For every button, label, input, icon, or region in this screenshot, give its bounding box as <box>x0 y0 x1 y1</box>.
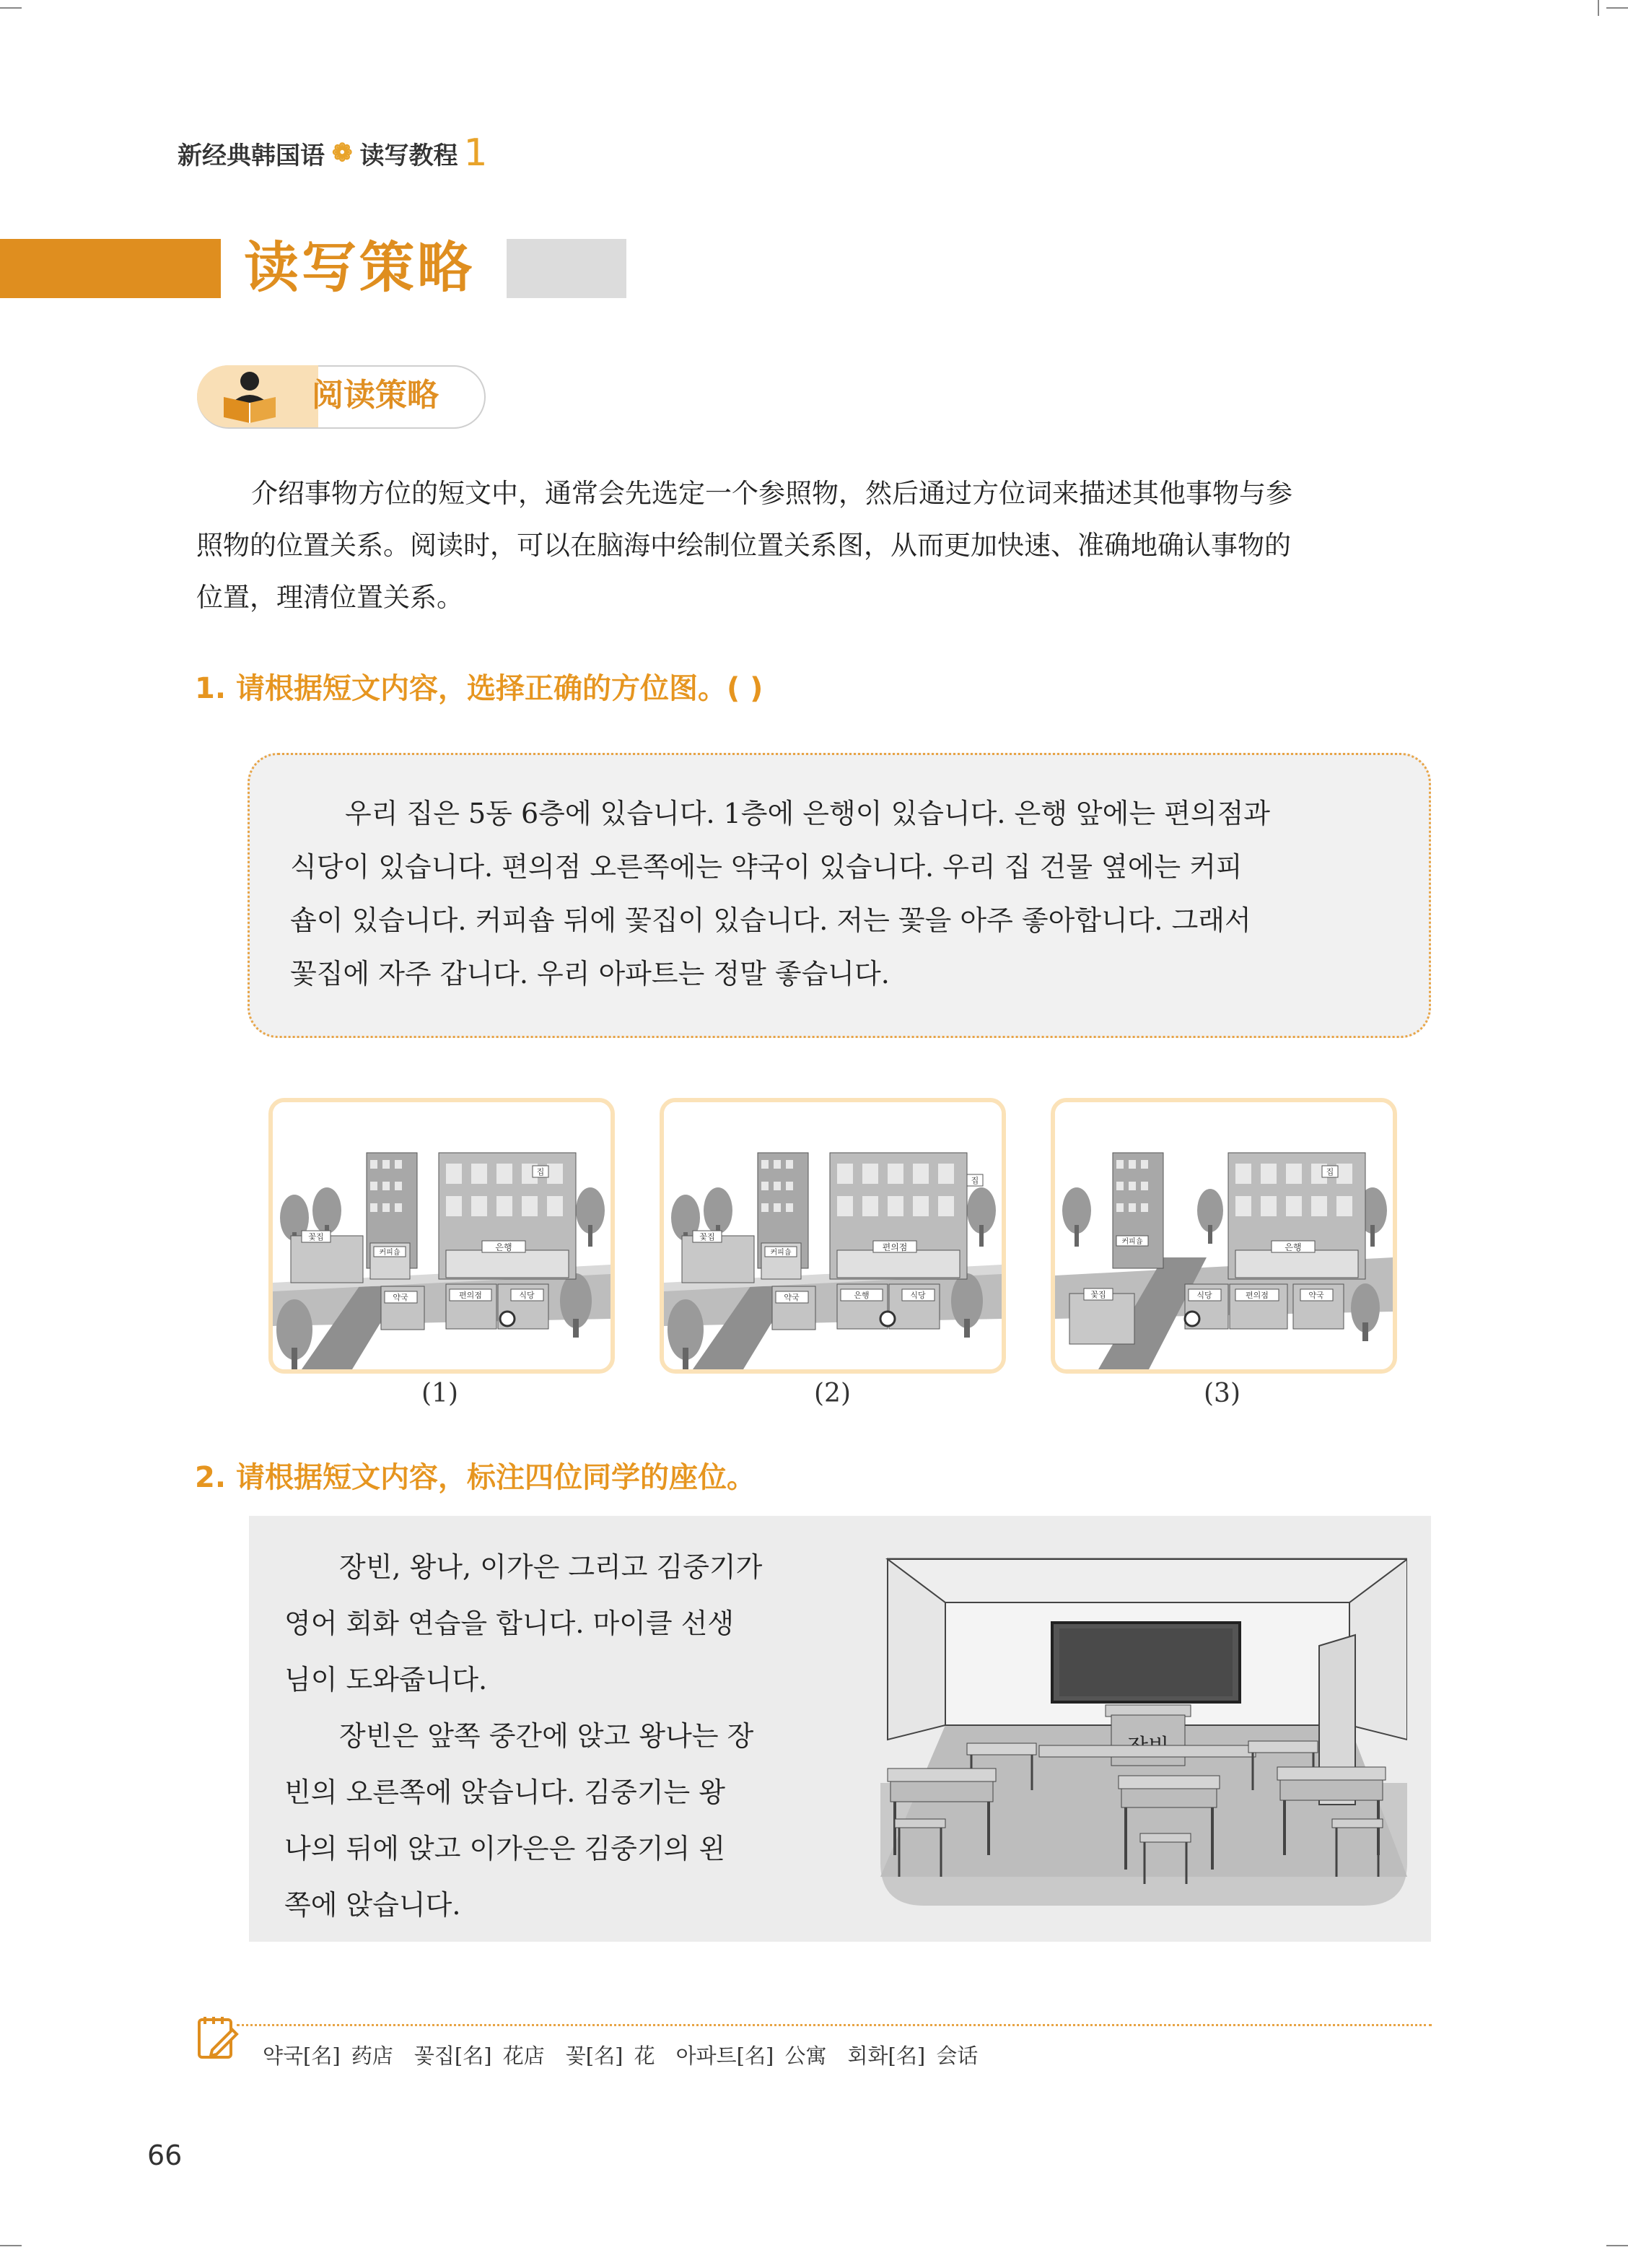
book-header <box>178 131 488 175</box>
question-2-heading: 2. 请根据短文内容，标注四位同学的座位。 <box>195 1461 756 1494</box>
volume-number: 1 <box>463 131 488 175</box>
section-title: 读写策略 <box>244 235 475 300</box>
shop-label: 편의점 <box>459 1291 482 1300</box>
home-label: 집 <box>1326 1167 1334 1177</box>
crop-mark <box>1598 0 1599 16</box>
crop-mark <box>1606 7 1628 9</box>
street-map-illustration <box>1055 1102 1393 1369</box>
passage-2-text <box>284 1539 811 1933</box>
shop-label: 약국 <box>784 1293 800 1302</box>
section-banner-bar <box>0 239 221 298</box>
shop-label: 편의점 <box>1246 1291 1269 1300</box>
crop-mark <box>0 2245 22 2246</box>
passage-1-text <box>290 787 1387 1000</box>
bank-label: 은행 <box>1285 1242 1302 1252</box>
passage-line: 우리 집은 5동 6층에 있습니다. 1층에 은행이 있습니다. 은행 앞에는 편의점과 <box>345 798 1271 829</box>
reading-strategy-label: 阅读策略 <box>312 377 439 414</box>
shop-label: 식당 <box>1196 1291 1212 1300</box>
question-1-heading: 1. 请根据短文内容，选择正确的方位图。( ) <box>195 672 763 705</box>
page-number: 66 <box>147 2140 183 2171</box>
street-map-illustration <box>273 1102 610 1369</box>
notepad-pencil-icon <box>195 2014 241 2062</box>
option-caption: (1) <box>421 1379 458 1408</box>
bank-label: 편의점 <box>882 1242 908 1252</box>
passage-line: 쪽에 앉습니다. <box>284 1889 461 1921</box>
intro-line: 介绍事物方位的短文中，通常会先选定一个参照物，然后通过方位词来描述其他事物与参 <box>251 478 1292 509</box>
intro-line: 照物的位置关系。阅读时，可以在脑海中绘制位置关系图，从而更加快速、准确地确认事物的 <box>196 530 1291 561</box>
crop-mark <box>1606 2245 1628 2246</box>
reader-icon <box>215 368 284 426</box>
flower-shop-label: 꽃집 <box>1090 1290 1106 1299</box>
shop-label: 식당 <box>519 1291 535 1300</box>
flower-shop-label: 꽃집 <box>308 1232 324 1242</box>
classroom-illustration <box>873 1545 1407 1906</box>
book-title: 新经典韩国语 <box>178 141 325 170</box>
bank-label: 은행 <box>495 1242 512 1252</box>
flower-icon: ❁ <box>332 139 353 167</box>
passage-line: 장빈은 앞쪽 중간에 앉고 왕나는 장 <box>339 1720 754 1752</box>
passage-line: 빈의 오른쪽에 앉습니다. 김중기는 왕 <box>284 1776 726 1808</box>
home-label: 집 <box>971 1176 979 1185</box>
street-map-illustration <box>664 1102 1002 1369</box>
passage-line: 나의 뒤에 앉고 이가은은 김중기의 왼 <box>284 1833 726 1864</box>
crop-mark <box>0 7 22 9</box>
cafe-label: 커피숍 <box>770 1249 792 1257</box>
book-subtitle: 读写教程 <box>359 141 458 170</box>
shop-label: 식당 <box>910 1291 926 1300</box>
shop-label: 약국 <box>1308 1291 1324 1300</box>
option-caption: (2) <box>814 1379 851 1408</box>
shop-label: 은행 <box>854 1291 870 1300</box>
cafe-label: 커피숍 <box>1121 1238 1143 1246</box>
passage-line: 장빈, 왕나, 이가은 그리고 김중기가 <box>339 1551 763 1583</box>
flower-shop-label: 꽃집 <box>699 1232 715 1242</box>
section-banner-tab <box>507 239 626 298</box>
passage-line: 식당이 있습니다. 편의점 오른쪽에는 약국이 있습니다. 우리 집 건물 옆에는 커피 <box>290 851 1243 883</box>
cafe-label: 커피숍 <box>379 1249 401 1257</box>
map-option-2[interactable] <box>660 1098 1006 1374</box>
vocab-divider <box>237 2024 1432 2026</box>
passage-line: 숍이 있습니다. 커피숍 뒤에 꽃집이 있습니다. 저는 꽃을 아주 좋아합니다. 그래서 <box>290 904 1251 936</box>
passage-line: 꽃집에 자주 갑니다. 우리 아파트는 정말 좋습니다. <box>290 958 890 990</box>
map-option-1[interactable] <box>268 1098 615 1374</box>
option-caption: (3) <box>1204 1379 1240 1408</box>
passage-line: 님이 도와줍니다. <box>284 1664 488 1696</box>
shop-label: 약국 <box>393 1293 408 1302</box>
passage-line: 영어 회화 연습을 합니다. 마이클 선생 <box>284 1608 735 1639</box>
home-label: 집 <box>536 1167 545 1177</box>
map-option-3[interactable] <box>1051 1098 1397 1374</box>
vocab-list: 약국[名] 药店 꽃집[名] 花店 꽃[名] 花 아파트[名] 公寓 회화[名] 会话 <box>263 2044 979 2068</box>
intro-line: 位置，理清位置关系。 <box>196 582 463 613</box>
